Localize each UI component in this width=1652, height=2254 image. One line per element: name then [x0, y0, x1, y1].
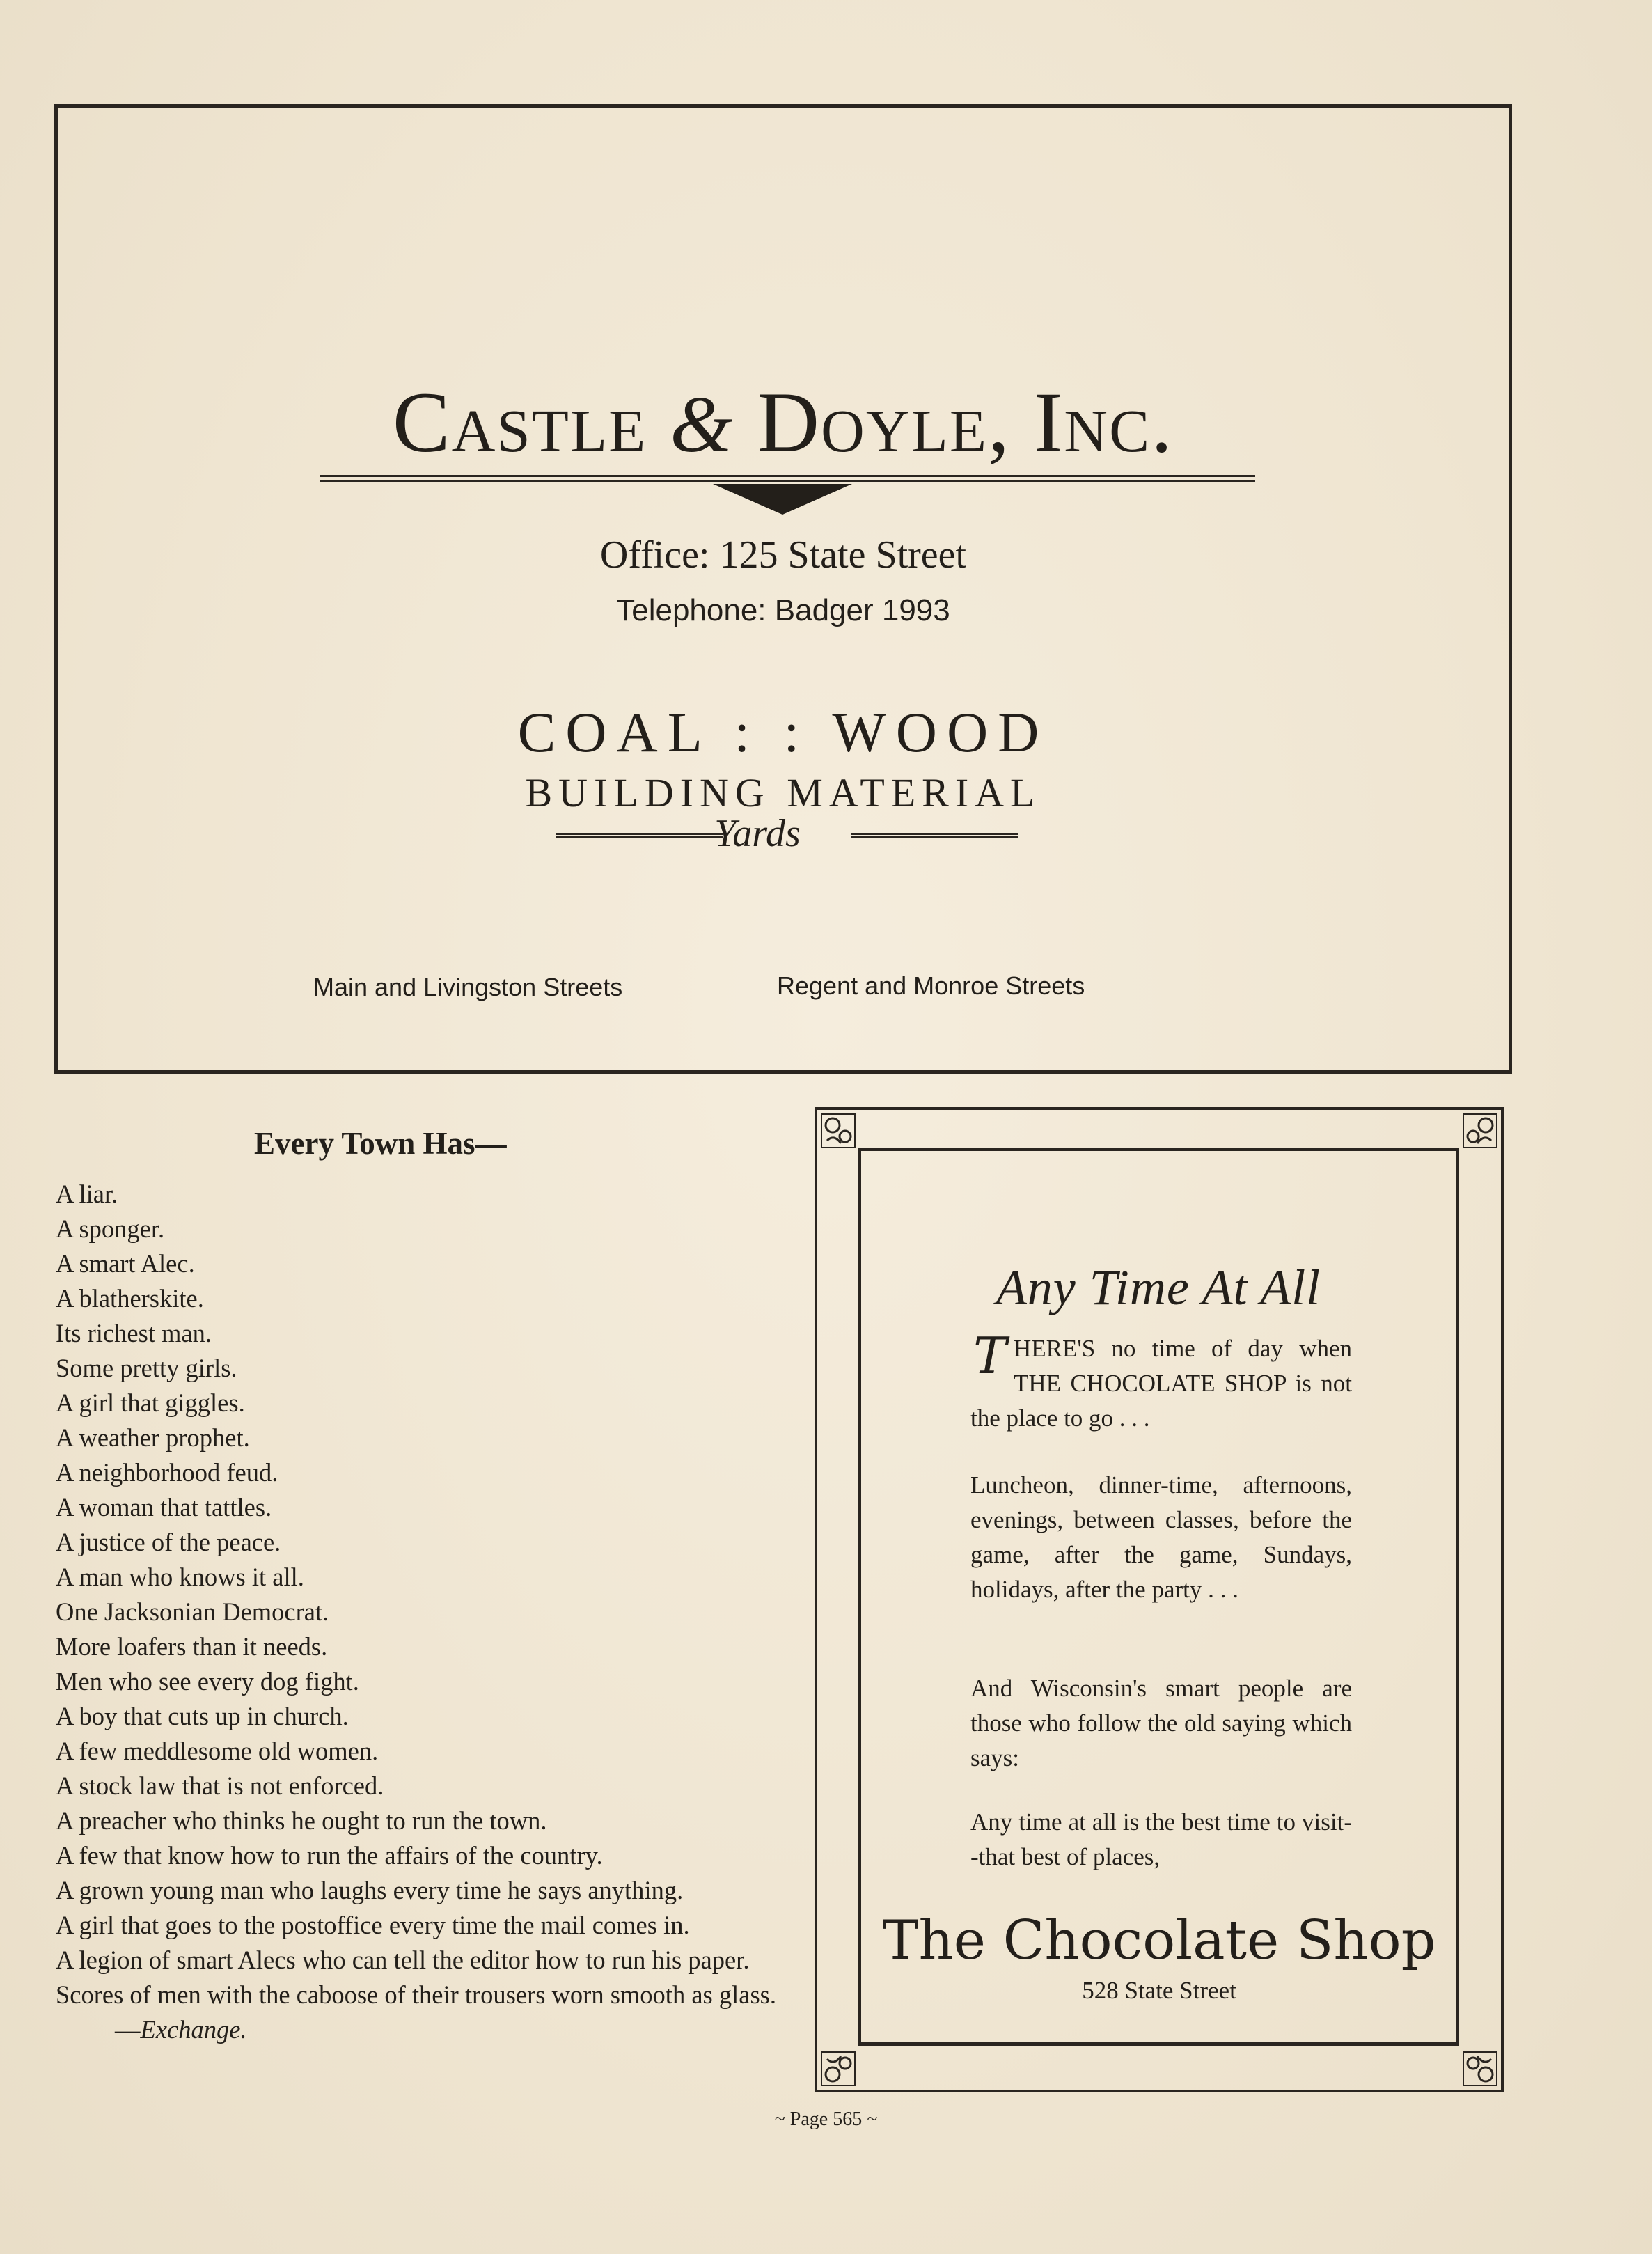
company-name-part2: Doyle, Inc.	[757, 375, 1174, 470]
list-item: A liar.	[56, 1180, 118, 1208]
telephone-number: Telephone: Badger 1993	[616, 593, 950, 627]
title-double-rule	[320, 475, 1255, 482]
list-item: A smart Alec.	[56, 1249, 195, 1278]
list-item: A man who knows it all.	[56, 1563, 304, 1591]
list-item: A boy that cuts up in church.	[56, 1702, 349, 1730]
yards-divider	[500, 809, 1015, 858]
corner-ornament-icon	[820, 2051, 856, 2087]
chocolate-ad-heading: Any Time At All	[996, 1260, 1321, 1315]
chocolate-shop-address: 528 State Street	[1082, 1977, 1236, 2004]
page-number: ~ Page 565 ~	[774, 2108, 878, 2130]
list-item: Some pretty girls.	[56, 1354, 237, 1382]
list-item: A few meddlesome old women.	[56, 1737, 379, 1765]
yards-label: Yards	[714, 812, 801, 855]
list-item: More loafers than it needs.	[56, 1632, 328, 1661]
yard-location-left: Main and Livingston Streets	[313, 973, 623, 1001]
title-pointer-ornament	[713, 484, 852, 515]
corner-ornament-icon	[820, 1113, 856, 1149]
yard-location-right: Regent and Monroe Streets	[777, 971, 1085, 1000]
every-town-list	[56, 1177, 787, 2047]
company-ampersand: &	[670, 380, 734, 469]
list-item: A preacher who thinks he ought to run the town.	[56, 1806, 547, 1835]
list-item: A weather prophet.	[56, 1423, 250, 1452]
list-item: One Jacksonian Democrat.	[56, 1597, 329, 1626]
list-item: A stock law that is not enforced.	[56, 1771, 384, 1800]
last-item-text: Scores of men with the caboose of their trousers worn smooth as glass.—	[56, 1980, 776, 2044]
coal-wood-heading: COAL : : WOOD	[517, 701, 1049, 764]
chocolate-paragraph-2: Luncheon, dinner-time, afternoons, evenings, between classes, before the game, after the game, Sundays, holidays, after the party . . .	[970, 1471, 1352, 1603]
list-item: A grown young man who laughs every time he says anything.	[56, 1876, 684, 1904]
chocolate-paragraph-1	[970, 1326, 1352, 1436]
chocolate-paragraph-4: Any time at all is the best time to visit--that best of places,	[970, 1808, 1352, 1870]
every-town-title: Every Town Has—	[254, 1126, 507, 1161]
list-item: A justice of the peace.	[56, 1528, 281, 1556]
office-address: Office: 125 State Street	[599, 533, 967, 577]
chocolate-shop-name: The Chocolate Shop	[882, 1909, 1436, 1972]
list-item: A sponger.	[56, 1214, 165, 1243]
list-item: A legion of smart Alecs who can tell the editor how to run his paper.	[56, 1946, 750, 1974]
chocolate-paragraph-3: And Wisconsin's smart people are those who follow the old saying which says:	[970, 1675, 1352, 1771]
list-item-last	[56, 1978, 787, 2047]
company-name-part1: Castle	[392, 375, 647, 470]
paragraph-1-text: HERE'S no time of day when THE CHOCOLATE SHOP is not the place to go . . .	[970, 1335, 1352, 1432]
list-item: A few that know how to run the affairs of the country.	[56, 1841, 603, 1870]
building-material-heading: BUILDING MATERIAL	[525, 770, 1041, 815]
list-item: A woman that tattles.	[56, 1493, 272, 1521]
drop-cap: T	[973, 1326, 1007, 1385]
source-credit: Exchange.	[140, 2015, 247, 2044]
corner-ornament-icon	[1462, 1113, 1498, 1149]
castle-doyle-ad	[54, 104, 1512, 1074]
corner-ornament-icon	[1462, 2051, 1498, 2087]
list-item: A blatherskite.	[56, 1284, 204, 1313]
list-item: Its richest man.	[56, 1319, 212, 1347]
list-item: A neighborhood feud.	[56, 1458, 278, 1487]
list-item: A girl that giggles.	[56, 1388, 245, 1417]
company-name	[58, 375, 1509, 470]
list-item: Men who see every dog fight.	[56, 1667, 359, 1696]
list-item: A girl that goes to the postoffice every time the mail comes in.	[56, 1911, 690, 1939]
